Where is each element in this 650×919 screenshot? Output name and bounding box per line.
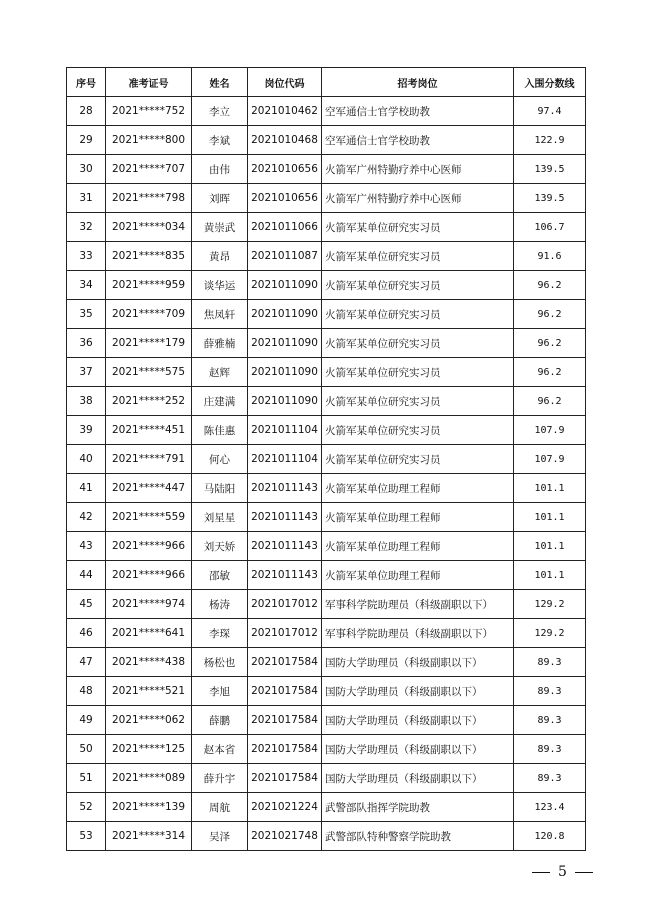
table-row xyxy=(67,97,586,126)
cell-cutoff-score: 129.2 xyxy=(514,590,586,619)
cell-exam-id: 2021*****966 xyxy=(106,561,192,590)
table-row xyxy=(67,155,586,184)
table-row xyxy=(67,590,586,619)
cell-seq: 43 xyxy=(67,532,106,561)
cell-post: 火箭军某单位助理工程师 xyxy=(322,503,514,532)
cell-post: 国防大学助理员（科级副职以下） xyxy=(322,706,514,735)
cell-post-code: 2021017584 xyxy=(248,764,322,793)
header-post: 招考岗位 xyxy=(322,68,514,97)
table-row xyxy=(67,126,586,155)
cell-post: 火箭军某单位研究实习员 xyxy=(322,300,514,329)
cell-post-code: 2021011143 xyxy=(248,561,322,590)
cell-exam-id: 2021*****974 xyxy=(106,590,192,619)
cell-cutoff-score: 89.3 xyxy=(514,764,586,793)
cell-name: 周航 xyxy=(192,793,248,822)
cell-name: 刘星星 xyxy=(192,503,248,532)
cell-post: 火箭军某单位研究实习员 xyxy=(322,387,514,416)
cell-post-code: 2021011143 xyxy=(248,474,322,503)
table-row xyxy=(67,445,586,474)
cell-name: 薛雅楠 xyxy=(192,329,248,358)
cell-seq: 36 xyxy=(67,329,106,358)
table-row xyxy=(67,619,586,648)
cell-post: 火箭军某单位研究实习员 xyxy=(322,445,514,474)
cell-cutoff-score: 139.5 xyxy=(514,155,586,184)
cell-seq: 35 xyxy=(67,300,106,329)
table-row xyxy=(67,648,586,677)
cell-cutoff-score: 123.4 xyxy=(514,793,586,822)
cell-cutoff-score: 96.2 xyxy=(514,271,586,300)
cell-seq: 46 xyxy=(67,619,106,648)
cell-name: 黄昂 xyxy=(192,242,248,271)
cell-post-code: 2021010462 xyxy=(248,97,322,126)
cell-cutoff-score: 89.3 xyxy=(514,677,586,706)
cell-name: 刘天娇 xyxy=(192,532,248,561)
header-exam-id: 准考证号 xyxy=(106,68,192,97)
cell-exam-id: 2021*****252 xyxy=(106,387,192,416)
cell-post-code: 2021011104 xyxy=(248,416,322,445)
cell-cutoff-score: 96.2 xyxy=(514,387,586,416)
cell-post-code: 2021011090 xyxy=(248,300,322,329)
cell-name: 李琛 xyxy=(192,619,248,648)
cell-cutoff-score: 101.1 xyxy=(514,503,586,532)
header-name: 姓名 xyxy=(192,68,248,97)
cell-name: 赵本省 xyxy=(192,735,248,764)
header-cutoff-score: 入围分数线 xyxy=(514,68,586,97)
table-row xyxy=(67,184,586,213)
table-row xyxy=(67,822,586,851)
cell-post: 武警部队指挥学院助教 xyxy=(322,793,514,822)
cell-post: 火箭军某单位研究实习员 xyxy=(322,271,514,300)
cell-exam-id: 2021*****089 xyxy=(106,764,192,793)
cell-exam-id: 2021*****800 xyxy=(106,126,192,155)
cell-seq: 33 xyxy=(67,242,106,271)
cell-name: 陈佳惠 xyxy=(192,416,248,445)
cell-cutoff-score: 91.6 xyxy=(514,242,586,271)
cell-post: 火箭军广州特勤疗养中心医师 xyxy=(322,184,514,213)
cell-name: 黄崇武 xyxy=(192,213,248,242)
cell-post-code: 2021021224 xyxy=(248,793,322,822)
cell-seq: 51 xyxy=(67,764,106,793)
cell-exam-id: 2021*****752 xyxy=(106,97,192,126)
cell-exam-id: 2021*****966 xyxy=(106,532,192,561)
table-row xyxy=(67,793,586,822)
cell-post: 武警部队特种警察学院助教 xyxy=(322,822,514,851)
cell-post-code: 2021011090 xyxy=(248,387,322,416)
cell-exam-id: 2021*****139 xyxy=(106,793,192,822)
table-row xyxy=(67,242,586,271)
cell-post-code: 2021011090 xyxy=(248,271,322,300)
cell-name: 李斌 xyxy=(192,126,248,155)
cell-seq: 45 xyxy=(67,590,106,619)
cell-cutoff-score: 96.2 xyxy=(514,358,586,387)
cell-cutoff-score: 96.2 xyxy=(514,300,586,329)
cell-post: 国防大学助理员（科级副职以下） xyxy=(322,764,514,793)
cell-post: 火箭军广州特勤疗养中心医师 xyxy=(322,155,514,184)
cell-seq: 38 xyxy=(67,387,106,416)
cell-seq: 37 xyxy=(67,358,106,387)
table-row xyxy=(67,416,586,445)
table-row xyxy=(67,271,586,300)
cell-seq: 28 xyxy=(67,97,106,126)
cell-exam-id: 2021*****835 xyxy=(106,242,192,271)
cell-name: 邵敏 xyxy=(192,561,248,590)
cell-exam-id: 2021*****314 xyxy=(106,822,192,851)
cell-seq: 29 xyxy=(67,126,106,155)
cell-name: 薛升宇 xyxy=(192,764,248,793)
cell-name: 何心 xyxy=(192,445,248,474)
cell-post-code: 2021017584 xyxy=(248,648,322,677)
cell-exam-id: 2021*****179 xyxy=(106,329,192,358)
cell-post: 国防大学助理员（科级副职以下） xyxy=(322,735,514,764)
cell-post: 国防大学助理员（科级副职以下） xyxy=(322,677,514,706)
cell-name: 吴泽 xyxy=(192,822,248,851)
cell-exam-id: 2021*****062 xyxy=(106,706,192,735)
cell-seq: 31 xyxy=(67,184,106,213)
cell-post-code: 2021011090 xyxy=(248,358,322,387)
cell-name: 由伟 xyxy=(192,155,248,184)
cell-cutoff-score: 96.2 xyxy=(514,329,586,358)
cell-cutoff-score: 139.5 xyxy=(514,184,586,213)
cell-post: 军事科学院助理员（科级副职以下） xyxy=(322,590,514,619)
cell-post: 空军通信士官学校助教 xyxy=(322,126,514,155)
cell-cutoff-score: 101.1 xyxy=(514,474,586,503)
cell-cutoff-score: 89.3 xyxy=(514,735,586,764)
cell-post: 军事科学院助理员（科级副职以下） xyxy=(322,619,514,648)
cell-seq: 34 xyxy=(67,271,106,300)
cell-cutoff-score: 101.1 xyxy=(514,532,586,561)
cell-name: 马陆阳 xyxy=(192,474,248,503)
cell-seq: 30 xyxy=(67,155,106,184)
table-row xyxy=(67,358,586,387)
cell-cutoff-score: 129.2 xyxy=(514,619,586,648)
cell-seq: 42 xyxy=(67,503,106,532)
cell-seq: 48 xyxy=(67,677,106,706)
cell-post-code: 2021011090 xyxy=(248,329,322,358)
table-row xyxy=(67,735,586,764)
cell-seq: 50 xyxy=(67,735,106,764)
page-number-dash-left xyxy=(532,872,550,873)
page-number-value: 5 xyxy=(558,864,567,880)
cell-post-code: 2021011087 xyxy=(248,242,322,271)
header-post-code: 岗位代码 xyxy=(248,68,322,97)
cell-cutoff-score: 122.9 xyxy=(514,126,586,155)
table-header-row xyxy=(67,68,586,97)
cell-cutoff-score: 106.7 xyxy=(514,213,586,242)
table-row xyxy=(67,503,586,532)
cell-post: 火箭军某单位研究实习员 xyxy=(322,358,514,387)
cell-exam-id: 2021*****791 xyxy=(106,445,192,474)
cell-exam-id: 2021*****641 xyxy=(106,619,192,648)
cell-post: 火箭军某单位研究实习员 xyxy=(322,213,514,242)
cell-name: 赵辉 xyxy=(192,358,248,387)
cell-name: 李立 xyxy=(192,97,248,126)
table-row xyxy=(67,561,586,590)
results-table xyxy=(66,67,586,851)
cell-seq: 49 xyxy=(67,706,106,735)
table-row xyxy=(67,300,586,329)
cell-post-code: 2021011143 xyxy=(248,532,322,561)
cell-seq: 47 xyxy=(67,648,106,677)
cell-exam-id: 2021*****798 xyxy=(106,184,192,213)
header-seq: 序号 xyxy=(67,68,106,97)
cell-post-code: 2021011143 xyxy=(248,503,322,532)
cell-post: 火箭军某单位助理工程师 xyxy=(322,561,514,590)
cell-name: 焦凤轩 xyxy=(192,300,248,329)
cell-exam-id: 2021*****559 xyxy=(106,503,192,532)
cell-seq: 40 xyxy=(67,445,106,474)
cell-seq: 41 xyxy=(67,474,106,503)
cell-cutoff-score: 107.9 xyxy=(514,445,586,474)
cell-post-code: 2021010656 xyxy=(248,184,322,213)
cell-seq: 53 xyxy=(67,822,106,851)
cell-name: 庄建满 xyxy=(192,387,248,416)
table-row xyxy=(67,706,586,735)
cell-seq: 52 xyxy=(67,793,106,822)
cell-exam-id: 2021*****034 xyxy=(106,213,192,242)
cell-post: 火箭军某单位助理工程师 xyxy=(322,474,514,503)
cell-seq: 44 xyxy=(67,561,106,590)
cell-exam-id: 2021*****125 xyxy=(106,735,192,764)
page-number xyxy=(532,864,593,880)
cell-post: 空军通信士官学校助教 xyxy=(322,97,514,126)
cell-post-code: 2021011104 xyxy=(248,445,322,474)
cell-name: 刘晖 xyxy=(192,184,248,213)
cell-post: 火箭军某单位研究实习员 xyxy=(322,242,514,271)
cell-seq: 32 xyxy=(67,213,106,242)
cell-post: 火箭军某单位研究实习员 xyxy=(322,329,514,358)
cell-exam-id: 2021*****447 xyxy=(106,474,192,503)
table-row xyxy=(67,532,586,561)
table-row xyxy=(67,474,586,503)
cell-name: 薛鹏 xyxy=(192,706,248,735)
table-row xyxy=(67,677,586,706)
cell-post: 国防大学助理员（科级副职以下） xyxy=(322,648,514,677)
cell-exam-id: 2021*****451 xyxy=(106,416,192,445)
cell-post-code: 2021017584 xyxy=(248,735,322,764)
cell-post-code: 2021021748 xyxy=(248,822,322,851)
cell-post-code: 2021011066 xyxy=(248,213,322,242)
cell-cutoff-score: 89.3 xyxy=(514,706,586,735)
cell-cutoff-score: 101.1 xyxy=(514,561,586,590)
table-row xyxy=(67,764,586,793)
cell-exam-id: 2021*****707 xyxy=(106,155,192,184)
cell-post-code: 2021017012 xyxy=(248,590,322,619)
cell-name: 杨松也 xyxy=(192,648,248,677)
cell-post: 火箭军某单位研究实习员 xyxy=(322,416,514,445)
table-row xyxy=(67,213,586,242)
cell-cutoff-score: 120.8 xyxy=(514,822,586,851)
table-row xyxy=(67,387,586,416)
table-row xyxy=(67,329,586,358)
page-number-dash-right xyxy=(575,872,593,873)
cell-post: 火箭军某单位助理工程师 xyxy=(322,532,514,561)
cell-post-code: 2021017584 xyxy=(248,677,322,706)
cell-cutoff-score: 89.3 xyxy=(514,648,586,677)
cell-post-code: 2021017584 xyxy=(248,706,322,735)
cell-seq: 39 xyxy=(67,416,106,445)
cell-name: 谈华运 xyxy=(192,271,248,300)
cell-post-code: 2021017012 xyxy=(248,619,322,648)
cell-exam-id: 2021*****959 xyxy=(106,271,192,300)
cell-post-code: 2021010656 xyxy=(248,155,322,184)
cell-cutoff-score: 107.9 xyxy=(514,416,586,445)
cell-post-code: 2021010468 xyxy=(248,126,322,155)
cell-name: 李旭 xyxy=(192,677,248,706)
cell-cutoff-score: 97.4 xyxy=(514,97,586,126)
cell-exam-id: 2021*****521 xyxy=(106,677,192,706)
cell-exam-id: 2021*****438 xyxy=(106,648,192,677)
cell-exam-id: 2021*****709 xyxy=(106,300,192,329)
cell-name: 杨涛 xyxy=(192,590,248,619)
cell-exam-id: 2021*****575 xyxy=(106,358,192,387)
